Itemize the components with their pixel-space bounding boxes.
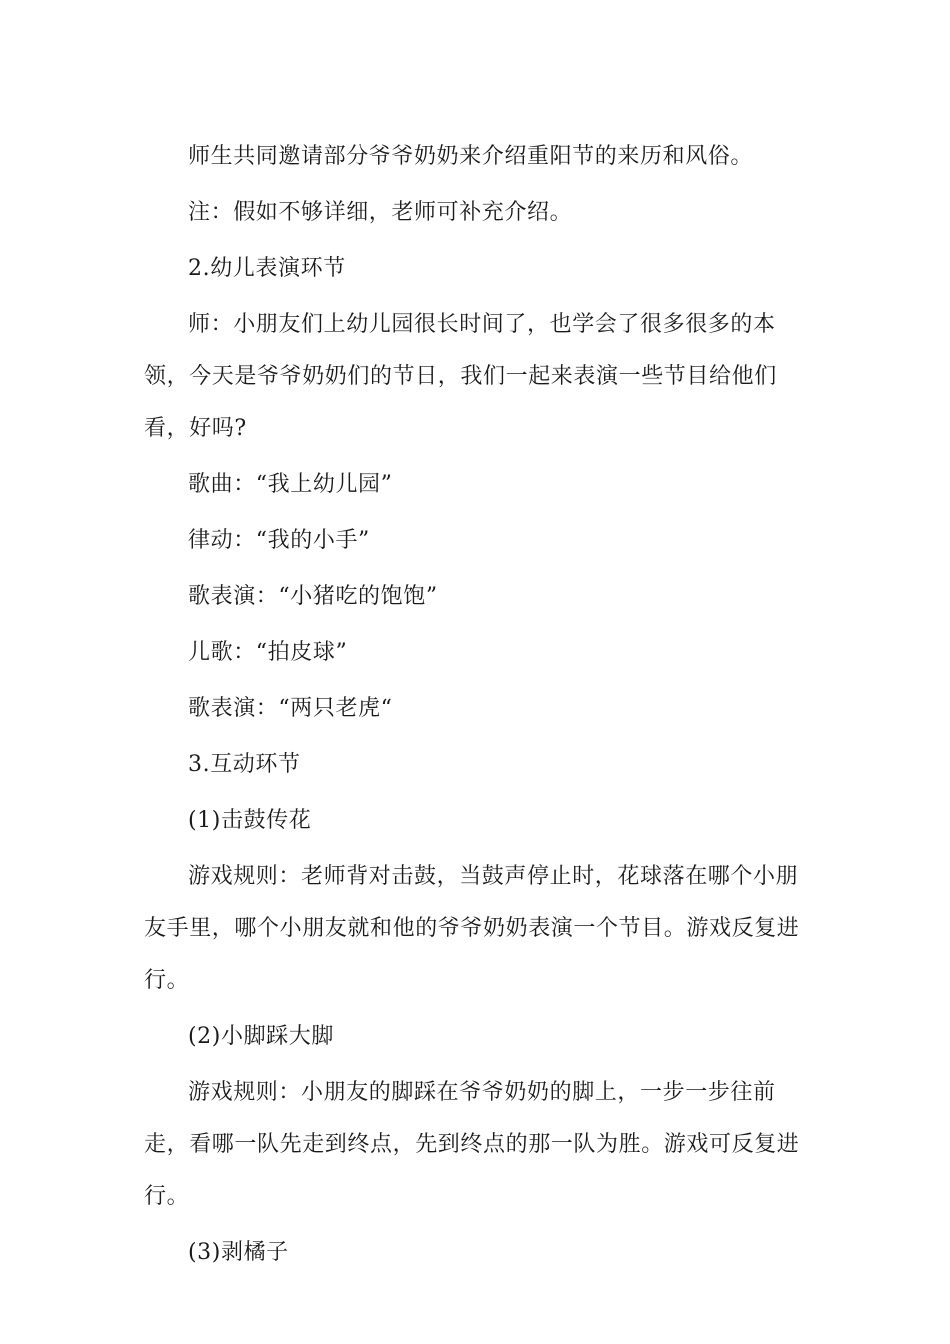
game-rules-small-feet-big-feet: 游戏规则：小朋友的脚踩在爷爷奶奶的脚上，一步一步往前走，看哪一队先走到终点，先到终点的那一队为胜。游戏可反复进行。 <box>144 1080 800 1209</box>
game-title-small-feet-big-feet: (2)小脚踩大脚 <box>188 1024 334 1049</box>
program-item-song-performance-1: 歌表演：“小猪吃的饱饱” <box>188 584 438 609</box>
program-item-song-performance-2: 歌表演：“两只老虎“ <box>188 696 393 721</box>
paragraph-invite-grandparents: 师生共同邀请部分爷爷奶奶来介绍重阳节的来历和风俗。 <box>188 144 754 169</box>
game-title-peel-oranges: (3)剥橘子 <box>188 1240 289 1265</box>
paragraph-teacher-speech: 师：小朋友们上幼儿园很长时间了，也学会了很多很多的本领，今天是爷爷奶奶们的节日，我们一起来表演一些节目给他们看，好吗? <box>144 312 777 441</box>
game-title-pass-the-flower: (1)击鼓传花 <box>188 808 312 833</box>
document-body <box>144 131 809 1279</box>
program-item-rhythm: 律动：“我的小手” <box>188 528 370 553</box>
game-rules-pass-the-flower: 游戏规则：老师背对击鼓，当鼓声停止时，花球落在哪个小朋友手里，哪个小朋友就和他的爷爷奶奶表演一个节目。游戏反复进行。 <box>144 864 800 993</box>
section-heading-interaction: 3.互动环节 <box>188 752 301 777</box>
program-item-song: 歌曲：“我上幼儿园” <box>188 472 393 497</box>
section-heading-performance: 2.幼儿表演环节 <box>188 256 346 281</box>
paragraph-note: 注：假如不够详细，老师可补充介绍。 <box>188 200 573 225</box>
program-item-nursery-rhyme: 儿歌：“拍皮球” <box>188 640 348 665</box>
